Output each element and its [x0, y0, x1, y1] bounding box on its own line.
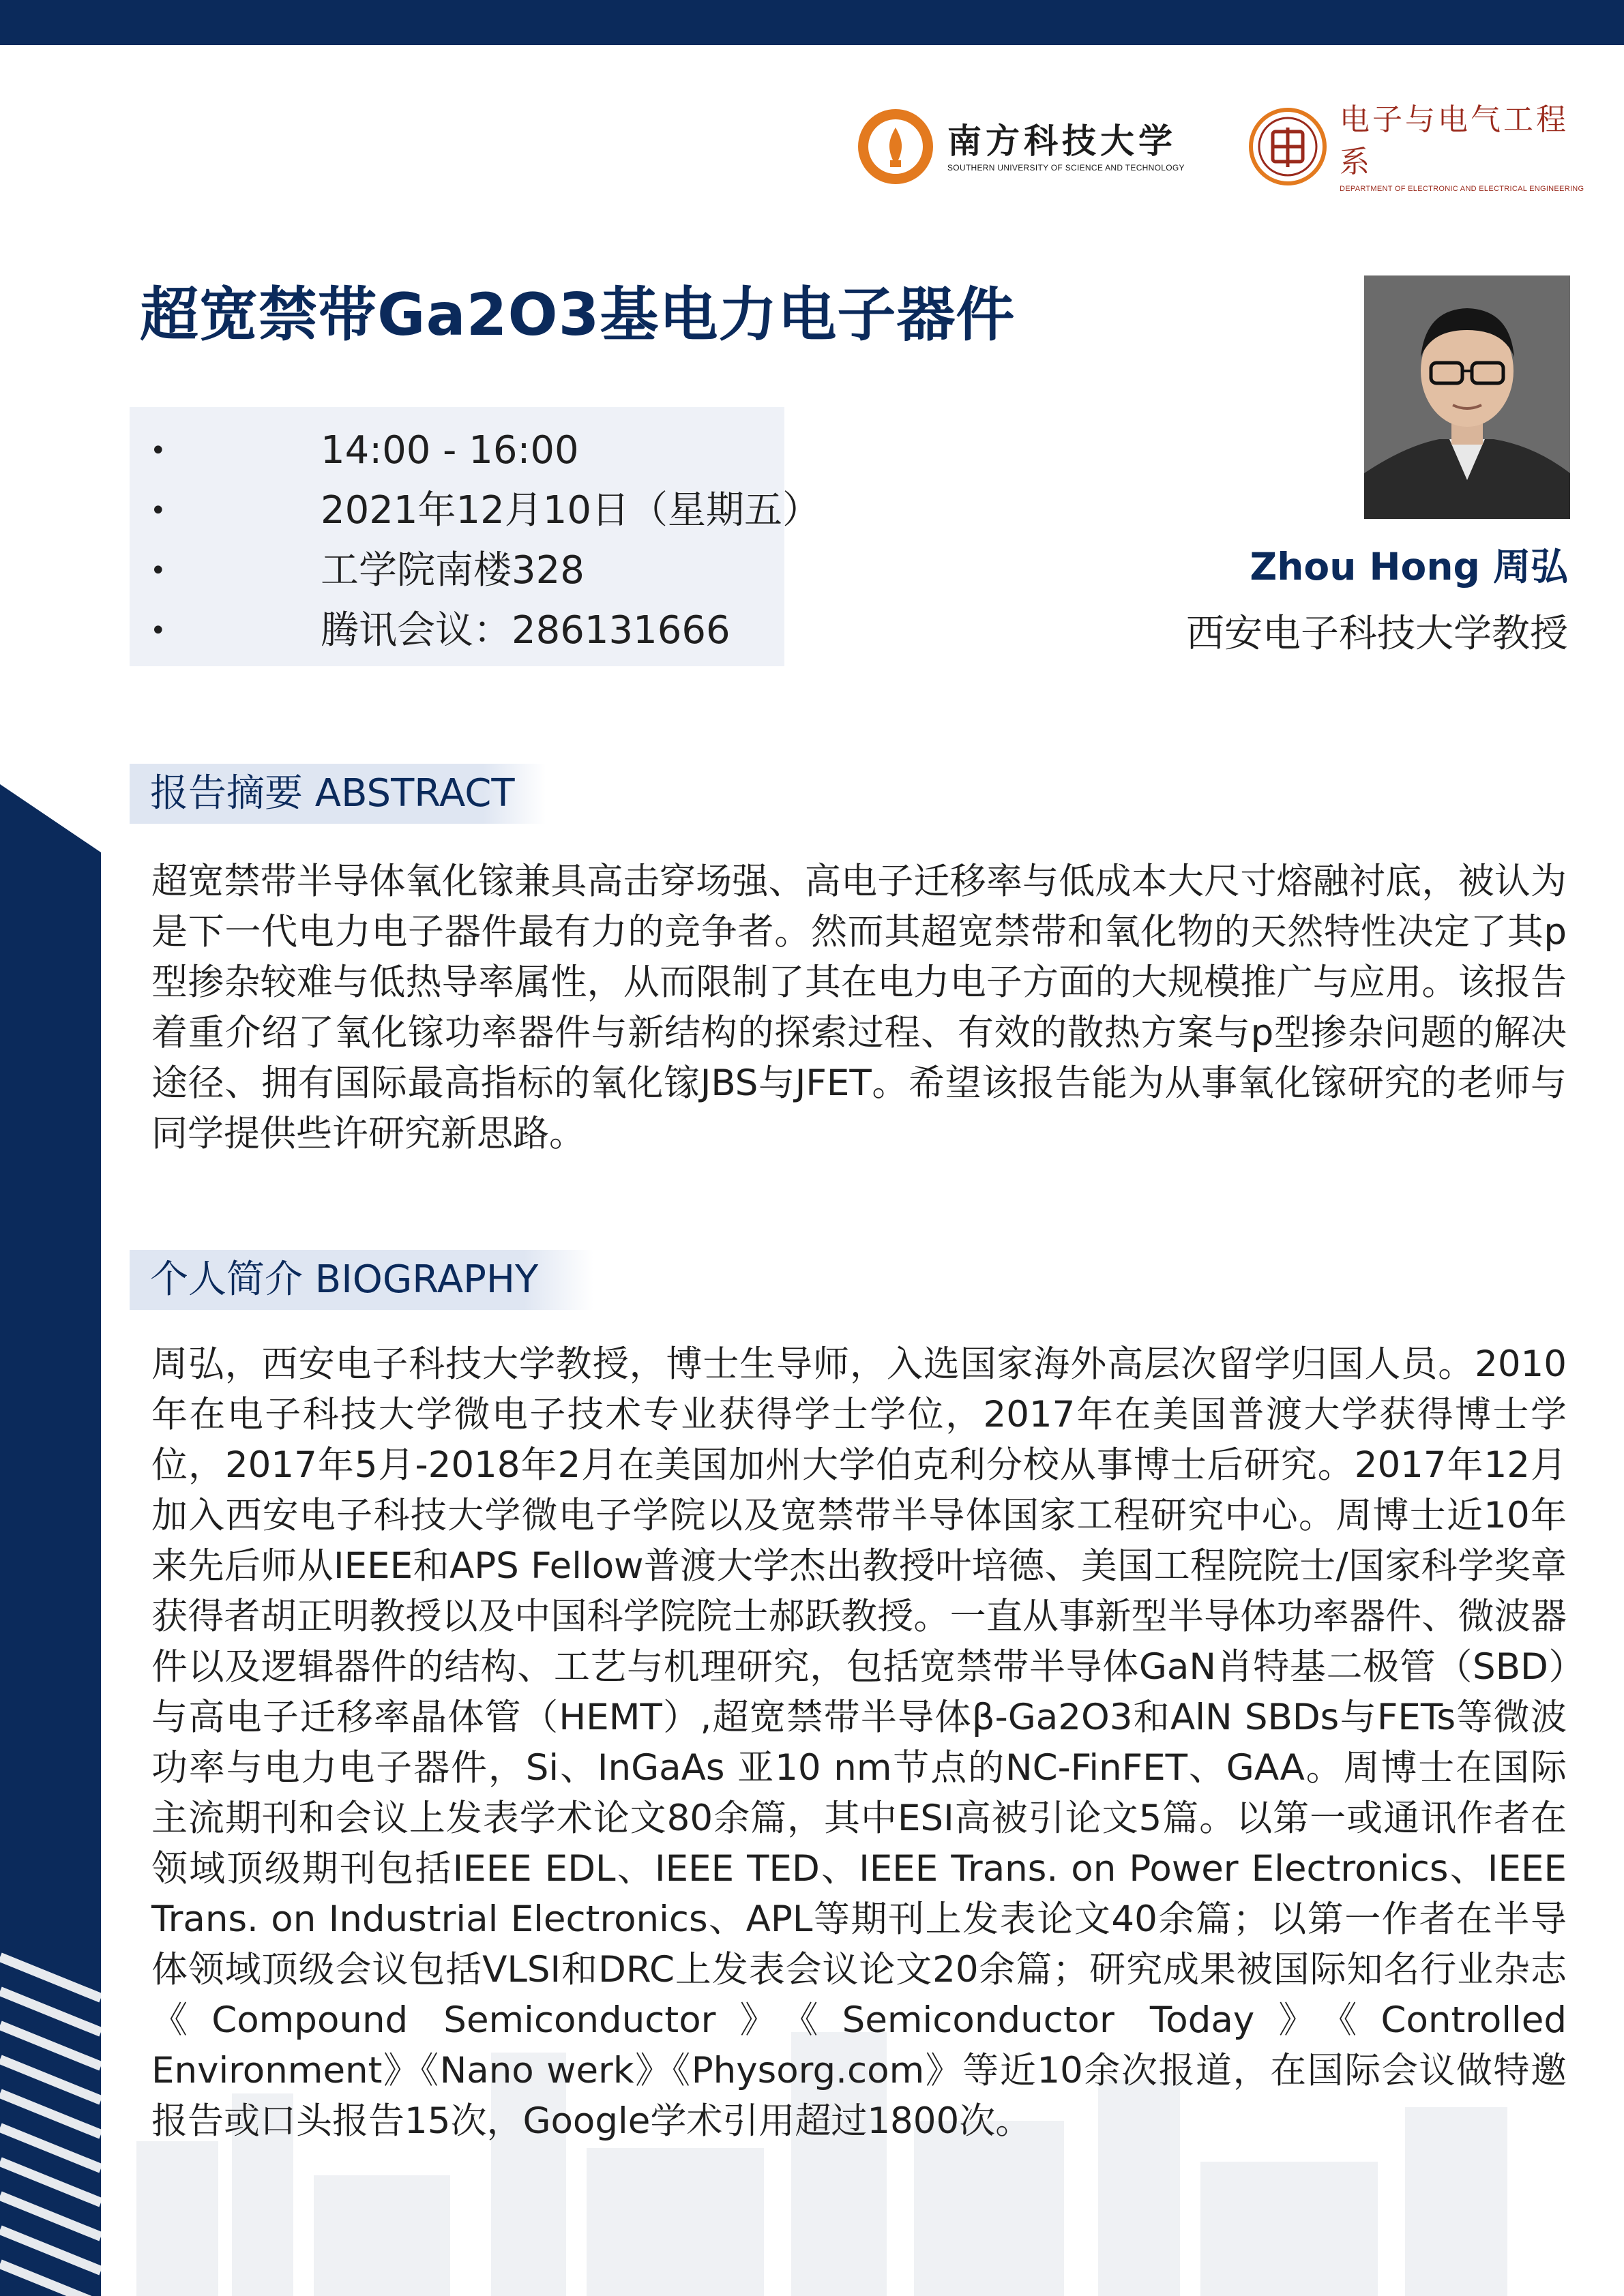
- bullet-icon: •: [150, 615, 166, 646]
- speaker-name: Zhou Hong 周弘: [1250, 545, 1568, 588]
- sustech-name-cn: 南方科技大学: [947, 121, 1177, 161]
- biography-heading: 个人简介 BIOGRAPHY: [130, 1250, 593, 1310]
- abstract-heading: 报告摘要 ABSTRACT: [130, 764, 546, 824]
- event-info-list: [150, 421, 821, 661]
- speaker-portrait-icon: [1364, 275, 1570, 519]
- abstract-text: 超宽禁带半导体氧化镓兼具高击穿场强、高电子迁移率与低成本大尺寸熔融衬底，被认为是下一代电力电子器件最有力的竞争者。然而其超宽禁带和氧化物的天然特性决定了其p型掺杂较难与低热导率属性，从而限制了其在电力电子方面的大规模推广与应用。该报告着重介绍了氧化镓功率器件与新结构的探索过程、有效的散热方案与p型掺杂问题的解决途径、拥有国际最高指标的氧化镓JBS与JFET。希望该报告能为从事氧化镓研究的老师与同学提供些许研究新思路。: [151, 861, 1567, 1154]
- sustech-name-en: SOUTHERN UNIVERSITY OF SCIENCE AND TECHNOLOGY: [947, 163, 1185, 173]
- speaker-photo: [1364, 275, 1570, 519]
- info-time: • 14:00 - 16:00: [150, 421, 784, 481]
- eee-seal-icon: [1248, 107, 1327, 186]
- eee-name-cn: 电子与电气工程系: [1340, 102, 1569, 179]
- bullet-icon: •: [150, 435, 166, 466]
- info-venue: • 工学院南楼328: [150, 541, 784, 601]
- sustech-seal-icon: [856, 107, 935, 186]
- talk-title: 超宽禁带Ga2O3基电力电子器件: [140, 281, 1016, 349]
- eee-department-logo: [1248, 102, 1584, 193]
- bullet-icon: •: [150, 495, 166, 526]
- biography-text: 周弘，西安电子科技大学教授，博士生导师，入选国家海外高层次留学归国人员。2010年在电子科技大学微电子技术专业获得学士学位，2017年在美国普渡大学获得博士学位，2017年5月-2018年2月在美国加州大学伯克利分校从事博士后研究。2017年12月加入西安电子科技大学微电子学院以及宽禁带半导体国家工程研究中心。周博士近10年来先后师从IEEE和APS Fellow普渡大学杰出教授叶培德、美国工程院院士/国家科学奖章获得者胡正明教授以及中国科学院院士郝跃教授。一直从事新型半导体功率器件、微波器件以及逻辑器件的结构、工艺与机理研究，包括宽禁带半导体GaN肖特基二极管（SBD）与高电子迁移率晶体管（HEMT）,超宽禁带半导体β-Ga2O3和AlN SBDs与FETs等微波功率与电力电子器件，Si、InGaAs 亚10 nm节点的NC-FinFET、GAA。周博士在国际主流期刊和会议上发表学术论文80余篇，其中ESI高被引论文5篇。以第一或通讯作者在领域顶级期刊包括IEEE EDL、IEEE TED、IEEE Trans. on Power Electronics、IEEE Trans. on Industrial Electronics、APL等期刊上发表论文40余篇；以第一作者在半导体领域顶级会议包括VLSI和DRC上发表会议论文20余篇；研究成果被国际知名行业杂志《Compound Semiconductor》《Semiconductor Today》《Controlled Environment》《Nano werk》《Physorg.com》等近10余次报道，在国际会议做特邀报告或口头报告15次，Google学术引用超过1800次。: [151, 1343, 1567, 2142]
- info-tencent-meeting: • 腾讯会议：286131666: [150, 601, 784, 661]
- event-info-panel: [130, 407, 821, 666]
- bullet-icon: •: [150, 555, 166, 586]
- speaker-affiliation: 西安电子科技大学教授: [1186, 612, 1568, 656]
- info-date: • 2021年12月10日（星期五）: [150, 481, 784, 541]
- eee-name-en: DEPARTMENT OF ELECTRONIC AND ELECTRICAL ENGINEERING: [1340, 185, 1584, 193]
- top-banner-bar: [0, 0, 1624, 45]
- sustech-logo: [856, 102, 1185, 191]
